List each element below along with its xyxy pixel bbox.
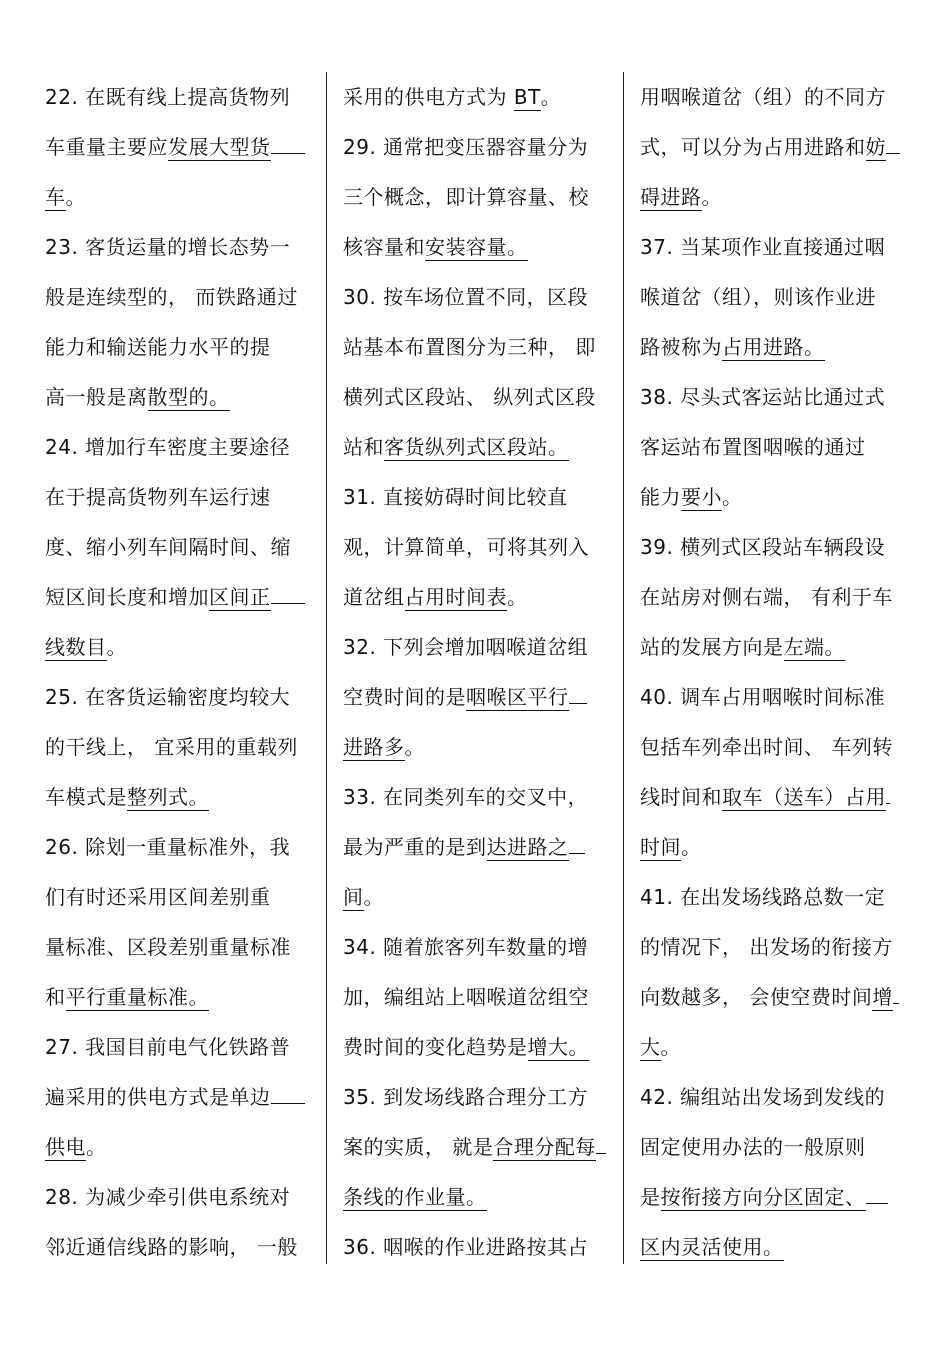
column-divider bbox=[623, 72, 624, 1264]
answer-text: 增 bbox=[872, 985, 893, 1009]
question-text: 高一般是离 bbox=[45, 385, 148, 409]
text-line bbox=[45, 472, 313, 522]
question-text: 。 bbox=[65, 185, 86, 209]
question-text: 31. 直接妨碍时间比较直 bbox=[343, 485, 568, 509]
answer-text: 碍进路 bbox=[640, 185, 702, 209]
question-text: 喉道岔（组），则该作业进 bbox=[640, 285, 876, 309]
text-line bbox=[640, 772, 910, 822]
question-text: 。 bbox=[507, 585, 528, 609]
question-text: 37. 当某项作业直接通过咽 bbox=[640, 235, 886, 259]
question-text: 28. 为减少牵引供电系统对 bbox=[45, 1185, 291, 1209]
text-line bbox=[45, 872, 313, 922]
question-text: 22. 在既有线上提高货物列 bbox=[45, 85, 291, 109]
question-text: 33. 在同类列车的交叉中， bbox=[343, 785, 589, 809]
question-text: 。 bbox=[540, 85, 562, 109]
text-line bbox=[45, 672, 313, 722]
question-text: 36. 咽喉的作业进路按其占 bbox=[343, 1235, 589, 1259]
question-text: 。 bbox=[106, 635, 127, 659]
question-text: 站和 bbox=[343, 435, 384, 459]
question-text: 路被称为 bbox=[640, 335, 722, 359]
text-line bbox=[45, 772, 313, 822]
blank-underline bbox=[866, 1175, 888, 1204]
text-line bbox=[343, 1122, 613, 1172]
question-text: 车模式是 bbox=[45, 785, 127, 809]
blank-underline bbox=[893, 975, 899, 1004]
text-line bbox=[640, 372, 910, 422]
text-line bbox=[343, 622, 613, 672]
answer-text: 占用进路。 bbox=[722, 335, 825, 359]
question-text: 24. 增加行车密度主要途径 bbox=[45, 435, 291, 459]
text-line bbox=[343, 822, 613, 872]
text-line bbox=[343, 522, 613, 572]
text-line bbox=[343, 1072, 613, 1122]
answer-text: 区内灵活使用。 bbox=[640, 1235, 784, 1259]
answer-text: 进路多 bbox=[343, 735, 405, 759]
question-text: 案的实质， 就是 bbox=[343, 1135, 494, 1159]
text-line bbox=[343, 872, 613, 922]
question-text: 三个概念，即计算容量、校 bbox=[343, 185, 589, 209]
question-text: 站基本布置图分为三种， 即 bbox=[343, 335, 596, 359]
question-text: 站的发展方向是 bbox=[640, 635, 784, 659]
question-text: 30. 按车场位置不同，区段 bbox=[343, 285, 589, 309]
answer-text: 时间 bbox=[640, 835, 681, 859]
question-text: 39. 横列式区段站车辆段设 bbox=[640, 535, 886, 559]
column-divider bbox=[326, 72, 327, 1264]
answer-text: 客货纵列式区段站。 bbox=[384, 435, 569, 459]
answer-text: 线数目 bbox=[45, 635, 107, 659]
text-line bbox=[343, 672, 613, 722]
blank-underline bbox=[569, 675, 587, 704]
question-text: 35. 到发场线路合理分工方 bbox=[343, 1085, 589, 1109]
text-line bbox=[343, 1172, 613, 1222]
text-line bbox=[640, 872, 910, 922]
text-line bbox=[640, 622, 910, 672]
question-text: 们有时还采用区间差别重 bbox=[45, 885, 271, 909]
text-line bbox=[45, 322, 313, 372]
question-text: 42. 编组站出发场到发线的 bbox=[640, 1085, 886, 1109]
question-text: 38. 尽头式客运站比通过式 bbox=[640, 385, 886, 409]
text-line bbox=[343, 722, 613, 772]
text-line bbox=[640, 422, 910, 472]
answer-text: 间 bbox=[343, 885, 364, 909]
text-line bbox=[640, 1222, 910, 1272]
text-line bbox=[45, 72, 313, 122]
text-line bbox=[45, 722, 313, 772]
text-line bbox=[640, 222, 910, 272]
question-text: 式，可以分为占用进路和 bbox=[640, 135, 866, 159]
text-line bbox=[45, 622, 313, 672]
question-text: 采用的供电方式为 bbox=[343, 85, 514, 109]
text-line bbox=[45, 272, 313, 322]
text-line bbox=[343, 1022, 613, 1072]
question-text: 的干线上， 宜采用的重载列 bbox=[45, 735, 298, 759]
question-text: 道岔组 bbox=[343, 585, 405, 609]
answer-text: 区间正 bbox=[209, 585, 271, 609]
answer-text: 发展大型货 bbox=[168, 135, 271, 159]
text-line bbox=[45, 1022, 313, 1072]
question-text: 。 bbox=[701, 185, 722, 209]
question-text: 度、缩小列车间隔时间、缩 bbox=[45, 535, 291, 559]
text-line bbox=[45, 1172, 313, 1222]
text-line bbox=[343, 472, 613, 522]
question-text: 和 bbox=[45, 985, 66, 1009]
question-text: 在于提高货物列车运行速 bbox=[45, 485, 271, 509]
question-text: 32. 下列会增加咽喉道岔组 bbox=[343, 635, 589, 659]
question-text: 线时间和 bbox=[640, 785, 722, 809]
answer-text: 散型的。 bbox=[147, 385, 230, 409]
answer-text: 大 bbox=[640, 1035, 661, 1059]
question-text: 空费时间的是 bbox=[343, 685, 466, 709]
text-line bbox=[343, 272, 613, 322]
question-text: 。 bbox=[722, 485, 743, 509]
text-line bbox=[343, 572, 613, 622]
question-text: 。 bbox=[404, 735, 425, 759]
answer-text: BT bbox=[513, 85, 541, 109]
question-text: 般是连续型的， 而铁路通过 bbox=[45, 285, 298, 309]
text-line bbox=[640, 722, 910, 772]
text-line bbox=[45, 922, 313, 972]
question-text: 量标准、区段差别重量标准 bbox=[45, 935, 291, 959]
answer-text: 咽喉区平行 bbox=[466, 685, 569, 709]
question-text: 。 bbox=[363, 885, 384, 909]
text-line bbox=[640, 822, 910, 872]
answer-text: 要小 bbox=[681, 485, 722, 509]
blank-underline bbox=[596, 1125, 606, 1154]
text-line bbox=[343, 1222, 613, 1272]
text-line bbox=[640, 72, 910, 122]
text-line bbox=[640, 272, 910, 322]
text-line bbox=[45, 822, 313, 872]
question-text: 29. 通常把变压器容量分为 bbox=[343, 135, 589, 159]
question-text: 是 bbox=[640, 1185, 661, 1209]
question-text: 短区间长度和增加 bbox=[45, 585, 209, 609]
text-line bbox=[640, 472, 910, 522]
text-line bbox=[343, 772, 613, 822]
question-text: 横列式区段站、 纵列式区段 bbox=[343, 385, 596, 409]
blank-underline bbox=[271, 125, 305, 154]
column-right bbox=[640, 72, 910, 1272]
question-text: 邻近通信线路的影响， 一般 bbox=[45, 1235, 298, 1259]
question-text: 能力和输送能力水平的提 bbox=[45, 335, 271, 359]
text-line bbox=[640, 672, 910, 722]
question-text: 。 bbox=[660, 1035, 681, 1059]
text-line bbox=[45, 1122, 313, 1172]
answer-text: 安装容量。 bbox=[425, 235, 528, 259]
text-line bbox=[640, 322, 910, 372]
text-line bbox=[640, 1022, 910, 1072]
text-line bbox=[640, 172, 910, 222]
blank-underline bbox=[271, 575, 305, 604]
answer-text: 达进路之 bbox=[486, 835, 569, 859]
text-line bbox=[45, 522, 313, 572]
question-text: 客运站布置图咽喉的通过 bbox=[640, 435, 866, 459]
question-text: 23. 客货运量的增长态势一 bbox=[45, 235, 291, 259]
text-line bbox=[45, 372, 313, 422]
text-line bbox=[343, 222, 613, 272]
answer-text: 条线的作业量。 bbox=[343, 1185, 487, 1209]
text-line bbox=[343, 372, 613, 422]
column-left bbox=[45, 72, 313, 1272]
text-line bbox=[343, 422, 613, 472]
answer-text: 增大。 bbox=[527, 1035, 589, 1059]
text-line bbox=[640, 572, 910, 622]
question-text: 用咽喉道岔（组）的不同方 bbox=[640, 85, 886, 109]
text-line bbox=[640, 1122, 910, 1172]
answer-text: 妨 bbox=[865, 135, 886, 159]
question-text: 26. 除划一重量标准外，我 bbox=[45, 835, 291, 859]
answer-text: 合理分配每 bbox=[493, 1135, 596, 1159]
question-text: 。 bbox=[86, 1135, 107, 1159]
text-line bbox=[45, 122, 313, 172]
question-text: 能力 bbox=[640, 485, 681, 509]
question-text: 在站房对侧右端， 有利于车 bbox=[640, 585, 893, 609]
question-text: 遍采用的供电方式是单边 bbox=[45, 1085, 271, 1109]
answer-text: 供电 bbox=[45, 1135, 86, 1159]
answer-text: 车 bbox=[45, 185, 66, 209]
question-text: 41. 在出发场线路总数一定 bbox=[640, 885, 886, 909]
blank-underline bbox=[886, 125, 900, 154]
question-text: 观，计算简单，可将其列入 bbox=[343, 535, 589, 559]
answer-text: 平行重量标准。 bbox=[65, 985, 209, 1009]
text-line bbox=[45, 172, 313, 222]
text-line bbox=[343, 972, 613, 1022]
text-line bbox=[343, 322, 613, 372]
text-line bbox=[45, 222, 313, 272]
text-line bbox=[640, 1072, 910, 1122]
question-text: 加，编组站上咽喉道岔组空 bbox=[343, 985, 589, 1009]
text-line bbox=[45, 422, 313, 472]
text-line bbox=[45, 572, 313, 622]
text-line bbox=[640, 1172, 910, 1222]
answer-text: 按衔接方向分区固定、 bbox=[660, 1185, 866, 1209]
question-text: 的情况下， 出发场的衔接方 bbox=[640, 935, 893, 959]
text-line bbox=[45, 1222, 313, 1272]
text-line bbox=[343, 122, 613, 172]
question-text: 最为严重的是到 bbox=[343, 835, 487, 859]
question-text: 费时间的变化趋势是 bbox=[343, 1035, 528, 1059]
text-line bbox=[343, 72, 613, 122]
text-line bbox=[343, 922, 613, 972]
text-line bbox=[640, 972, 910, 1022]
column-middle bbox=[343, 72, 613, 1272]
question-text: 34. 随着旅客列车数量的增 bbox=[343, 935, 589, 959]
question-text: 包括车列牵出时间、 车列转 bbox=[640, 735, 893, 759]
question-text: 27. 我国目前电气化铁路普 bbox=[45, 1035, 291, 1059]
question-text: 。 bbox=[681, 835, 702, 859]
text-line bbox=[640, 922, 910, 972]
text-line bbox=[45, 1072, 313, 1122]
text-line bbox=[45, 972, 313, 1022]
question-text: 核容量和 bbox=[343, 235, 425, 259]
question-text: 固定使用办法的一般原则 bbox=[640, 1135, 866, 1159]
blank-underline bbox=[271, 1075, 305, 1104]
blank-underline bbox=[569, 825, 585, 854]
text-line bbox=[343, 172, 613, 222]
answer-text: 取车（送车）占用 bbox=[722, 785, 886, 809]
text-line bbox=[640, 522, 910, 572]
answer-text: 左端。 bbox=[783, 635, 845, 659]
blank-underline bbox=[886, 775, 890, 804]
text-line bbox=[640, 122, 910, 172]
answer-text: 占用时间表 bbox=[404, 585, 507, 609]
question-text: 40. 调车占用咽喉时间标准 bbox=[640, 685, 886, 709]
question-text: 车重量主要应 bbox=[45, 135, 168, 159]
answer-text: 整列式。 bbox=[127, 785, 209, 809]
question-text: 25. 在客货运输密度均较大 bbox=[45, 685, 291, 709]
question-text: 向数越多， 会使空费时间 bbox=[640, 985, 873, 1009]
